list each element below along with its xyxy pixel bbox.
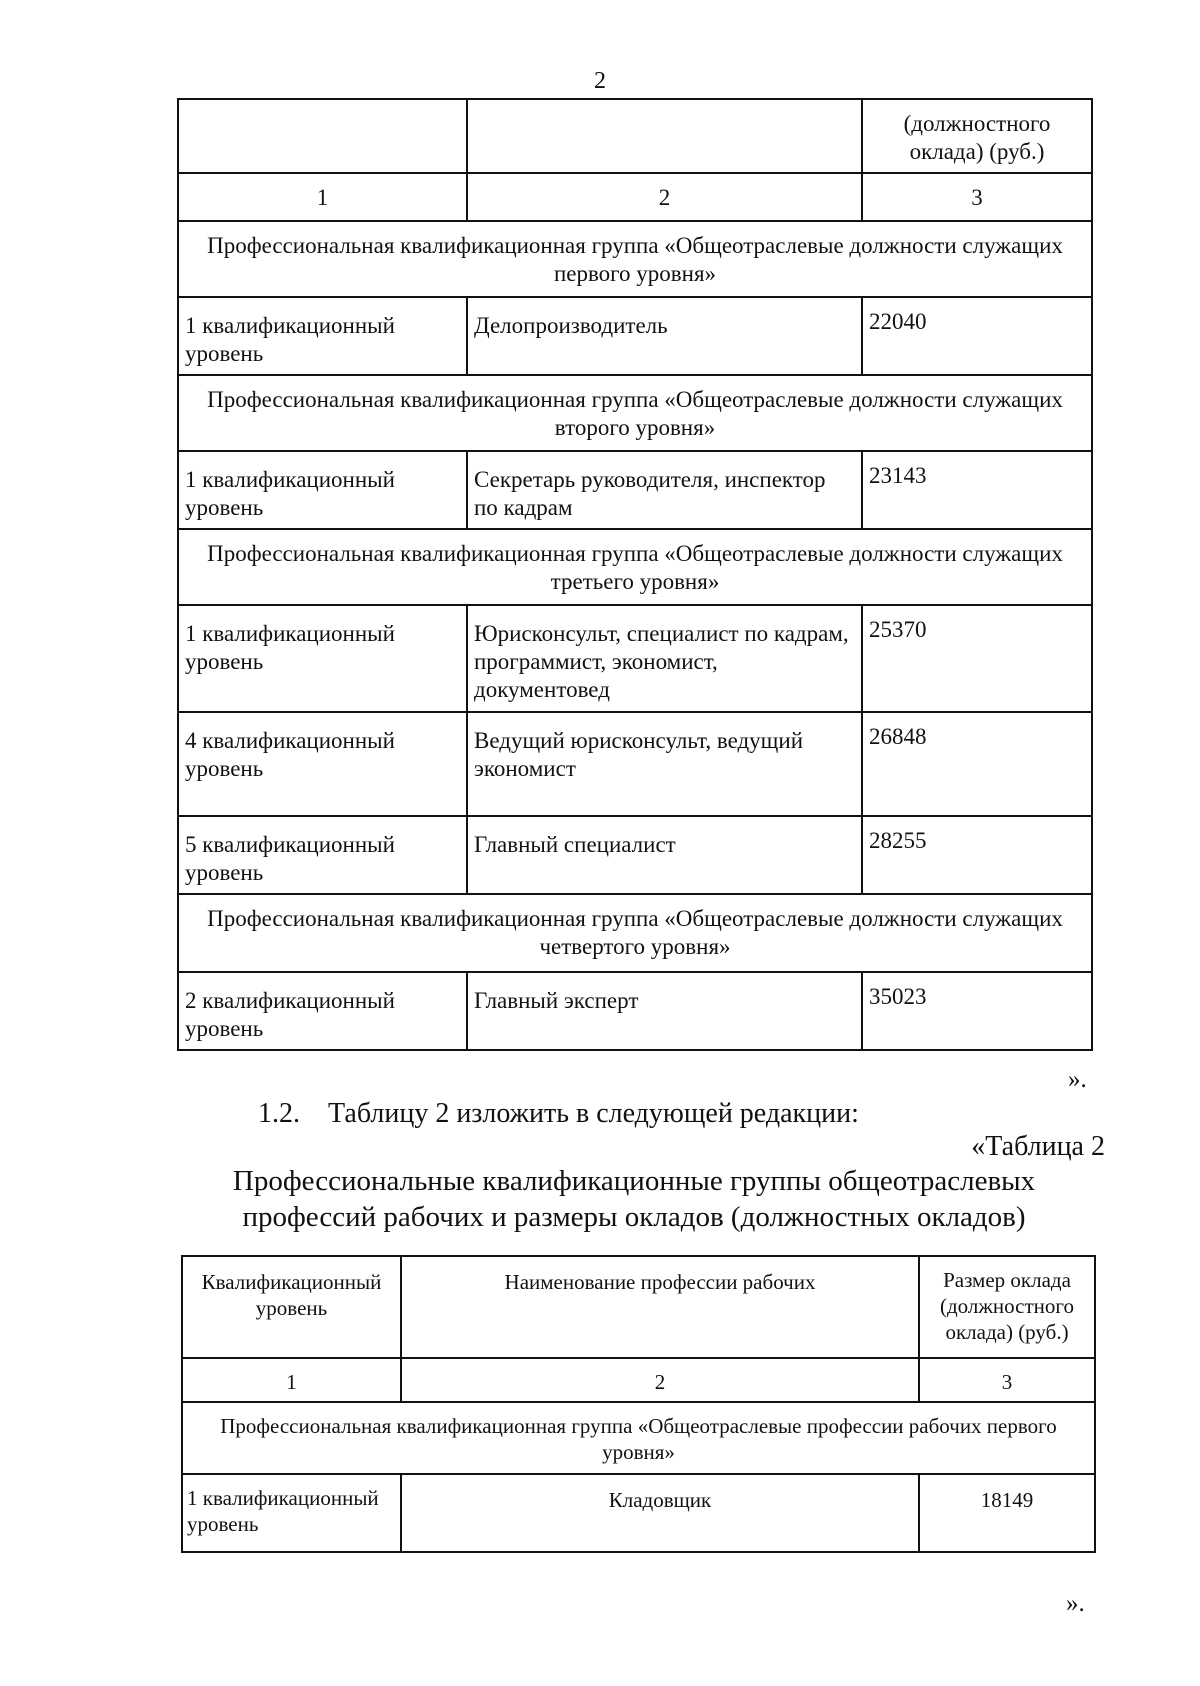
group-title: Профессиональная квалификационная группа «Общеотраслевые профессии рабочих первого уровня» [182, 1402, 1095, 1474]
level-cell: 2 квалификационный уровень [178, 972, 467, 1050]
level-cell: 1 квалификационный уровень [178, 605, 467, 712]
level-cell: 1 квалификационный уровень [182, 1474, 401, 1552]
table-header-continuation [178, 99, 1092, 173]
table-row [178, 451, 1092, 529]
header-cell: Квалификационный уровень [182, 1256, 401, 1358]
column-number: 3 [919, 1358, 1095, 1402]
salary-table-workers [181, 1255, 1096, 1553]
level-cell: 4 квалификационный уровень [178, 712, 467, 816]
group-title: Профессиональная квалификационная группа «Общеотраслевые должности служащих первого уровня» [178, 221, 1092, 297]
salary-cell: 26848 [862, 712, 1092, 816]
salary-table-employees [177, 98, 1093, 1051]
table-row [178, 297, 1092, 375]
position-cell: Секретарь руководителя, инспектор по кадрам [467, 451, 862, 529]
column-number: 2 [467, 173, 862, 221]
header-cell: (должностного оклада) (руб.) [862, 99, 1092, 173]
salary-cell: 23143 [862, 451, 1092, 529]
position-cell: Юрисконсульт, специалист по кадрам, программист, экономист, документовед [467, 605, 862, 712]
column-number: 1 [182, 1358, 401, 1402]
header-cell [178, 99, 467, 173]
group-header-row [178, 529, 1092, 605]
clause-text: Таблицу 2 изложить в следующей редакции: [328, 1098, 859, 1129]
salary-cell: 22040 [862, 297, 1092, 375]
level-cell: 1 квалификационный уровень [178, 451, 467, 529]
position-cell: Главный специалист [467, 816, 862, 894]
salary-cell: 25370 [862, 605, 1092, 712]
column-number-row [178, 173, 1092, 221]
position-cell: Главный эксперт [467, 972, 862, 1050]
position-cell: Ведущий юрисконсульт, ведущий экономист [467, 712, 862, 816]
level-cell: 5 квалификационный уровень [178, 816, 467, 894]
group-header-row [182, 1402, 1095, 1474]
salary-cell: 35023 [862, 972, 1092, 1050]
column-number: 1 [178, 173, 467, 221]
salary-cell: 18149 [919, 1474, 1095, 1552]
table-row [178, 605, 1092, 712]
clause-1-2 [258, 1097, 859, 1131]
column-number: 3 [862, 173, 1092, 221]
table-header-row [182, 1256, 1095, 1358]
group-title: Профессиональная квалификационная группа «Общеотраслевые должности служащих второго уровня» [178, 375, 1092, 451]
header-cell [467, 99, 862, 173]
closing-quote: ». [1068, 1066, 1087, 1093]
salary-cell: 28255 [862, 816, 1092, 894]
table-row [178, 972, 1092, 1050]
group-header-row [178, 375, 1092, 451]
clause-number: 1.2. [258, 1098, 300, 1129]
position-cell: Делопроизводитель [467, 297, 862, 375]
table-title: Профессиональные квалификационные группы общеотраслевых профессий рабочих и размеры окладов (должностных окладов) [232, 1165, 1036, 1233]
profession-cell: Кладовщик [401, 1474, 919, 1552]
group-title: Профессиональная квалификационная группа «Общеотраслевые должности служащих третьего уровня» [178, 529, 1092, 605]
table-label: «Таблица 2 [971, 1131, 1105, 1162]
group-header-row [178, 221, 1092, 297]
column-number-row [182, 1358, 1095, 1402]
header-cell: Размер оклада (должностного оклада) (руб.) [919, 1256, 1095, 1358]
group-header-row [178, 894, 1092, 972]
header-cell: Наименование профессии рабочих [401, 1256, 919, 1358]
table-row [178, 816, 1092, 894]
table-row [178, 712, 1092, 816]
level-cell: 1 квалификационный уровень [178, 297, 467, 375]
table-row [182, 1474, 1095, 1552]
column-number: 2 [401, 1358, 919, 1402]
closing-quote: ». [1066, 1590, 1085, 1617]
page-number: 2 [594, 68, 606, 94]
group-title: Профессиональная квалификационная группа «Общеотраслевые должности служащих четвертого уровня» [178, 894, 1092, 972]
